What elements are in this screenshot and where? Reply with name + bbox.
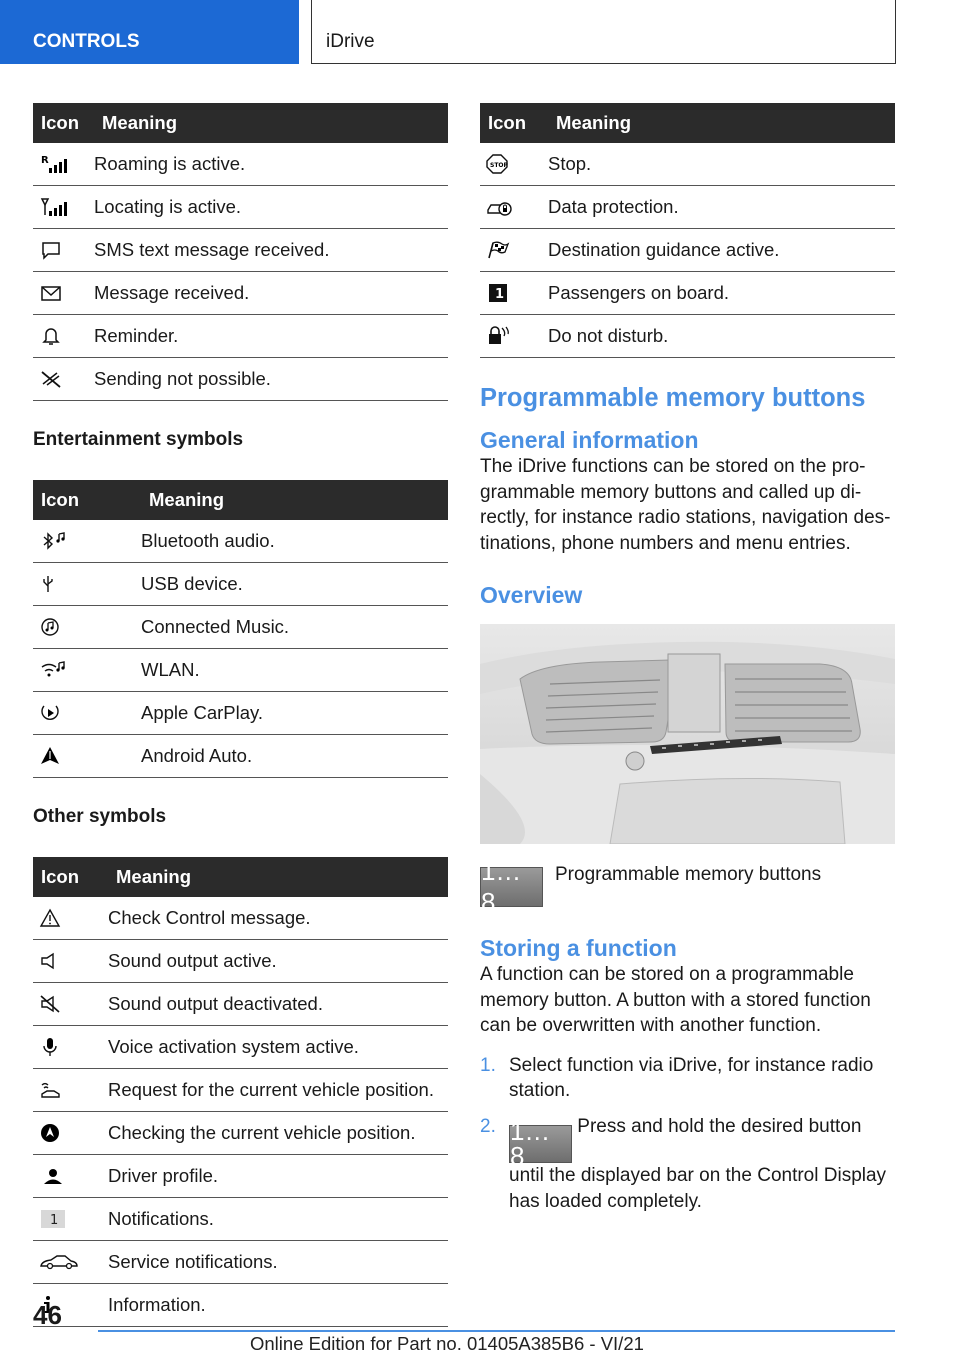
step-text: Select function via iDrive, for instance radio station.	[509, 1054, 874, 1101]
meaning-cell: Passengers on board.	[548, 272, 895, 315]
do-not-disturb-icon	[486, 326, 516, 346]
speaker-icon	[39, 951, 69, 971]
meaning-cell: SMS text message received.	[94, 229, 448, 272]
steps-list	[480, 1053, 895, 1215]
table-row	[33, 1155, 448, 1198]
car-outline-icon	[39, 1252, 79, 1272]
table-row	[480, 229, 895, 272]
meaning-cell: Service notifications.	[108, 1241, 448, 1284]
table-row	[33, 1069, 448, 1112]
step-number: 2.	[480, 1115, 496, 1137]
sms-icon	[39, 240, 69, 260]
dashboard-photo	[480, 624, 895, 844]
list-item	[480, 1053, 895, 1104]
table-header-row	[480, 103, 895, 143]
section-tab: CONTROLS	[0, 0, 299, 64]
table-header-row	[33, 480, 448, 520]
android-auto-icon	[39, 746, 69, 766]
meaning-cell: Voice activation system active.	[108, 1026, 448, 1069]
carplay-icon	[39, 703, 69, 723]
table-row	[33, 186, 448, 229]
data-protection-icon	[486, 197, 516, 217]
meaning-cell: Sending not possible.	[94, 358, 448, 401]
entertainment-heading: Entertainment symbols	[33, 429, 244, 450]
overview-heading: Overview	[480, 582, 583, 608]
envelope-icon	[39, 283, 69, 303]
additional-symbols-table	[480, 103, 895, 358]
svg-text:1: 1	[50, 1213, 59, 1228]
connected-music-icon	[39, 617, 69, 637]
other-symbols-heading: Other symbols	[33, 806, 167, 827]
table-row	[33, 1198, 448, 1241]
step-content	[509, 1114, 895, 1215]
table-row	[33, 1241, 448, 1284]
meaning-cell: Notifications.	[108, 1198, 448, 1241]
memory-buttons-keycap: 1... 8	[480, 867, 543, 907]
table-header-row	[33, 103, 448, 143]
step-number: 1.	[480, 1054, 496, 1076]
entertainment-symbols-table	[33, 480, 448, 778]
destination-flag-icon	[486, 240, 516, 260]
edition-text: Online Edition for Part no. 01405A385B6 - VI/21	[250, 1333, 644, 1354]
table-row	[33, 983, 448, 1026]
meaning-cell: Data protection.	[548, 186, 895, 229]
bluetooth-audio-icon	[39, 531, 69, 551]
caption-text: Programmable memory buttons	[555, 864, 822, 885]
general-information-heading: General information	[480, 427, 699, 453]
navigation-arrow-icon	[39, 1123, 69, 1143]
table-row	[33, 1112, 448, 1155]
meaning-cell: Information.	[108, 1284, 448, 1327]
svg-text:1: 1	[495, 287, 505, 302]
table-row	[33, 315, 448, 358]
table-row	[33, 940, 448, 983]
meaning-cell: Request for the current vehicle position.	[108, 1069, 448, 1112]
wlan-icon	[39, 660, 69, 680]
meaning-cell: Message received.	[94, 272, 448, 315]
table-row	[480, 186, 895, 229]
sending-not-possible-icon	[39, 369, 69, 389]
table-row	[33, 1026, 448, 1069]
table-row	[33, 272, 448, 315]
topic-tab: iDrive	[311, 0, 896, 64]
other-symbols-table	[33, 857, 448, 1327]
table-row	[33, 897, 448, 940]
right-column	[480, 103, 895, 1224]
table-row	[480, 272, 895, 315]
meaning-cell: Sound output active.	[108, 940, 448, 983]
svg-text:STOP: STOP	[490, 162, 508, 169]
icon-column-header: Icon	[480, 103, 548, 143]
table-row	[33, 606, 448, 649]
general-information-text: The iDrive functions can be stored on the programmable memory buttons and called up directly, for instance radio stations, navigation destinations, phone numbers and menu entries.	[480, 456, 891, 554]
meaning-cell: Destination guidance active.	[548, 229, 895, 272]
meaning-cell: Apple CarPlay.	[141, 692, 448, 735]
icon-column-header: Icon	[33, 103, 94, 143]
speaker-muted-icon	[39, 994, 69, 1014]
meaning-cell: Bluetooth audio.	[141, 520, 448, 563]
table-row	[33, 649, 448, 692]
table-header-row	[33, 857, 448, 897]
roaming-icon	[39, 154, 69, 174]
list-item	[480, 1114, 895, 1215]
table-row	[33, 520, 448, 563]
section-title: Programmable memory buttons	[480, 384, 866, 412]
meaning-cell: WLAN.	[141, 649, 448, 692]
meaning-cell: Check Control message.	[108, 897, 448, 940]
step-text: Press and hold the desired button until the displayed bar on the Control Display has loaded completely.	[509, 1115, 887, 1212]
page-number: 46	[33, 1300, 62, 1330]
bell-icon	[39, 326, 69, 346]
meaning-column-header: Meaning	[94, 103, 448, 143]
locating-icon	[39, 197, 69, 217]
vehicle-position-request-icon	[39, 1080, 69, 1100]
meaning-cell: Connected Music.	[141, 606, 448, 649]
icon-column-header: Icon	[33, 480, 141, 520]
meaning-column-header: Meaning	[108, 857, 448, 897]
footer-divider	[98, 1330, 895, 1332]
meaning-cell: Locating is active.	[94, 186, 448, 229]
table-row	[480, 143, 895, 186]
table-row	[33, 692, 448, 735]
left-column	[33, 103, 448, 1327]
meaning-cell: Android Auto.	[141, 735, 448, 778]
meaning-cell: Driver profile.	[108, 1155, 448, 1198]
stop-icon	[486, 154, 516, 174]
icon-column-header: Icon	[33, 857, 108, 897]
meaning-cell: Stop.	[548, 143, 895, 186]
table-row	[33, 143, 448, 186]
storing-function-text: A function can be stored on a programmable memory button. A button with a stored function can be overwritten with another function.	[480, 964, 871, 1036]
table-row	[33, 563, 448, 606]
driver-profile-icon	[39, 1166, 69, 1186]
table-row	[33, 229, 448, 272]
meaning-cell: Do not disturb.	[548, 315, 895, 358]
table-row	[480, 315, 895, 358]
meaning-cell: Roaming is active.	[94, 143, 448, 186]
microphone-icon	[39, 1037, 69, 1057]
meaning-cell: Sound output deactivated.	[108, 983, 448, 1026]
svg-text:R: R	[41, 155, 49, 166]
warning-icon	[39, 908, 69, 928]
figure-caption	[480, 856, 895, 917]
meaning-column-header: Meaning	[548, 103, 895, 143]
memory-buttons-keycap: 1... 8	[509, 1125, 572, 1163]
meaning-cell: Reminder.	[94, 315, 448, 358]
storing-function-heading: Storing a function	[480, 935, 677, 961]
table-row	[33, 1284, 448, 1327]
notification-icon	[39, 1209, 69, 1229]
meaning-cell: USB device.	[141, 563, 448, 606]
table-row	[33, 358, 448, 401]
meaning-cell: Checking the current vehicle position.	[108, 1112, 448, 1155]
status-symbols-table	[33, 103, 448, 401]
table-row	[33, 735, 448, 778]
usb-icon	[39, 574, 69, 594]
passengers-icon	[486, 283, 516, 303]
meaning-column-header: Meaning	[141, 480, 448, 520]
